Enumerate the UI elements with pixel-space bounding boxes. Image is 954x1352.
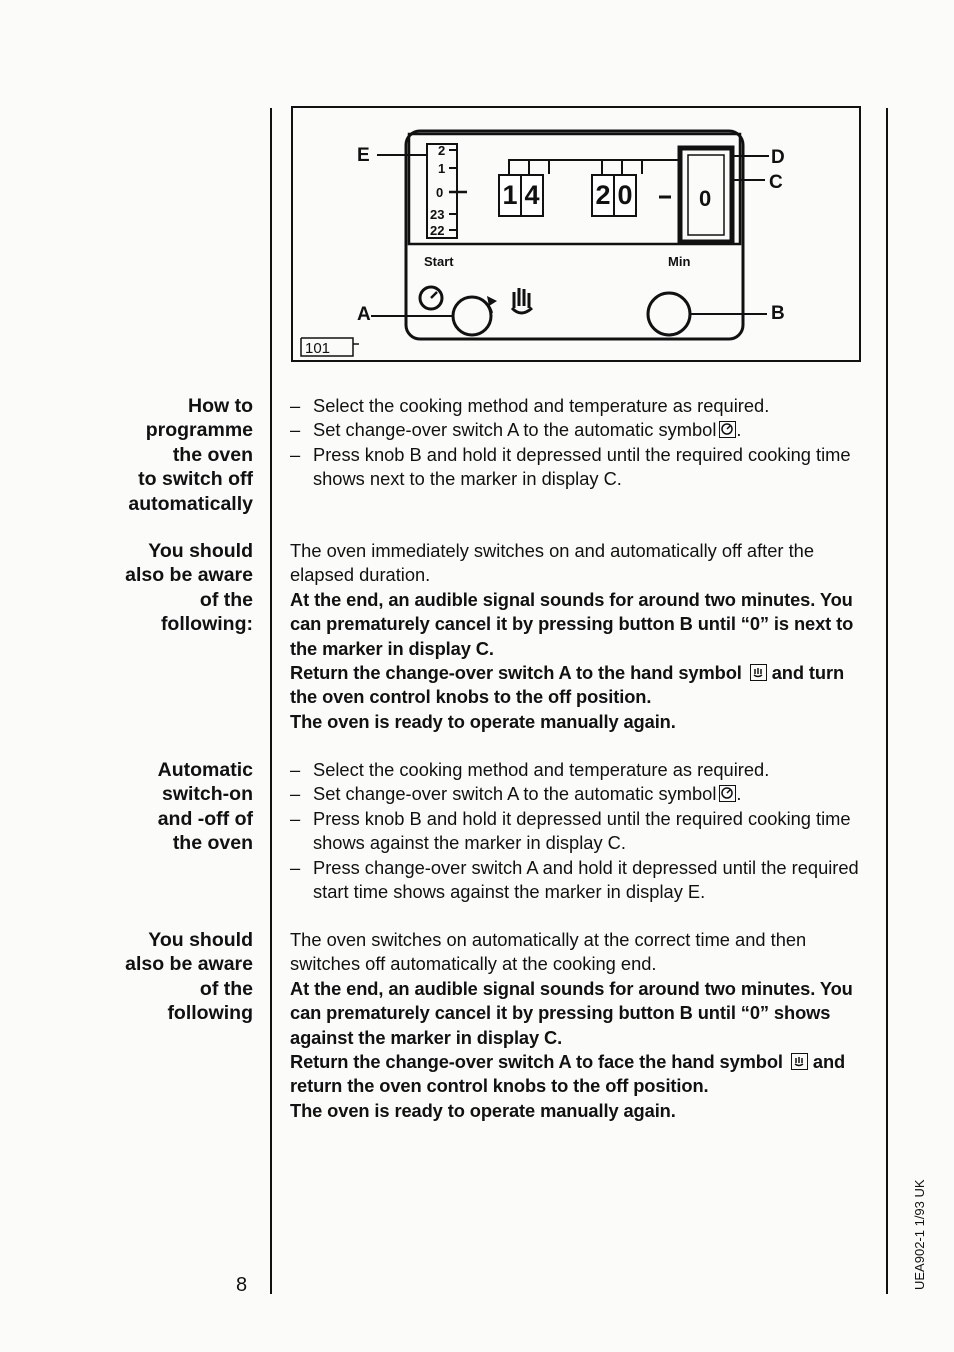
steps-auto-on-off <box>290 758 870 904</box>
list-item: – Press knob B and hold it depressed until the required cooking time shows against the marker in display C. <box>290 807 851 854</box>
scale-tick-0: 0 <box>436 185 444 200</box>
label-b: B <box>771 303 785 324</box>
hour-digit-2: 4 <box>520 174 544 217</box>
hour-digit-1: 1 <box>498 174 522 217</box>
notes-auto-on-off: The oven switches on automatically at the correct time and then switches off automatically at the cooking end. At the end, an audible signal sounds for around two minutes. You can prematurely cancel it by pressing button B until “0” shows against the marker in display C. Return the change-over switch A to face the hand symbol and return the oven control knobs to the off position. The oven is ready to operate manually again. <box>290 929 853 1121</box>
min-label: Min <box>668 254 691 269</box>
scale-tick-1: 1 <box>438 161 446 176</box>
list-item: – Press change-over switch A and hold it depressed until the required start time shows against the marker in display E. <box>290 856 859 903</box>
scale-tick-22: 22 <box>430 223 445 238</box>
list-item: – Set change-over switch A to the automatic symbol . <box>290 419 742 441</box>
label-c: C <box>769 172 783 193</box>
list-item: – Press knob B and hold it depressed until the required cooking time shows next to the marker in display C. <box>290 443 851 490</box>
document-code: UEA902-1 1/93 UK <box>912 1179 927 1290</box>
figure-number: 101 <box>305 340 331 357</box>
scale-tick-2: 2 <box>438 143 446 158</box>
page-number: 8 <box>236 1274 248 1296</box>
steps-switch-off <box>290 394 870 492</box>
minute-digit-1: 2 <box>591 174 615 217</box>
minute-digit-2: 0 <box>613 174 637 217</box>
timer-figure <box>291 106 861 362</box>
duration-display-c: 0 <box>699 186 712 211</box>
label-a: A <box>357 304 371 325</box>
left-column-rule <box>270 108 272 1294</box>
list-item: – Set change-over switch A to the automatic symbol . <box>290 783 742 805</box>
scale-tick-23: 23 <box>430 207 445 222</box>
hand-symbol-icon <box>750 664 767 681</box>
hand-symbol-icon <box>791 1053 808 1070</box>
heading-program-switch-off: How to programme the oven to switch off automatically <box>128 395 253 515</box>
list-item: – Select the cooking method and temperature as required. <box>290 759 770 780</box>
clock-symbol-icon <box>719 421 736 438</box>
start-label: Start <box>424 254 454 269</box>
notes-switch-off: The oven immediately switches on and automatically off after the elapsed duration. At the end, an audible signal sounds for around two minutes. You can prematurely cancel it by pressing button B until “0” is next to the marker in display C. Return the change-over switch A to the hand symbol and turn the oven control knobs to the off position. The oven is ready to operate manually again. <box>290 540 854 732</box>
heading-auto-on-off: Automatic switch-on and -off of the oven <box>157 759 253 855</box>
heading-be-aware-1: You should also be aware of the following: <box>125 540 253 636</box>
right-margin-rule <box>886 108 888 1294</box>
clock-symbol-icon <box>719 785 736 802</box>
label-d: D <box>771 147 785 168</box>
label-e: E <box>357 145 370 166</box>
heading-be-aware-2: You should also be aware of the following <box>125 929 253 1025</box>
list-item: – Select the cooking method and temperature as required. <box>290 395 770 416</box>
